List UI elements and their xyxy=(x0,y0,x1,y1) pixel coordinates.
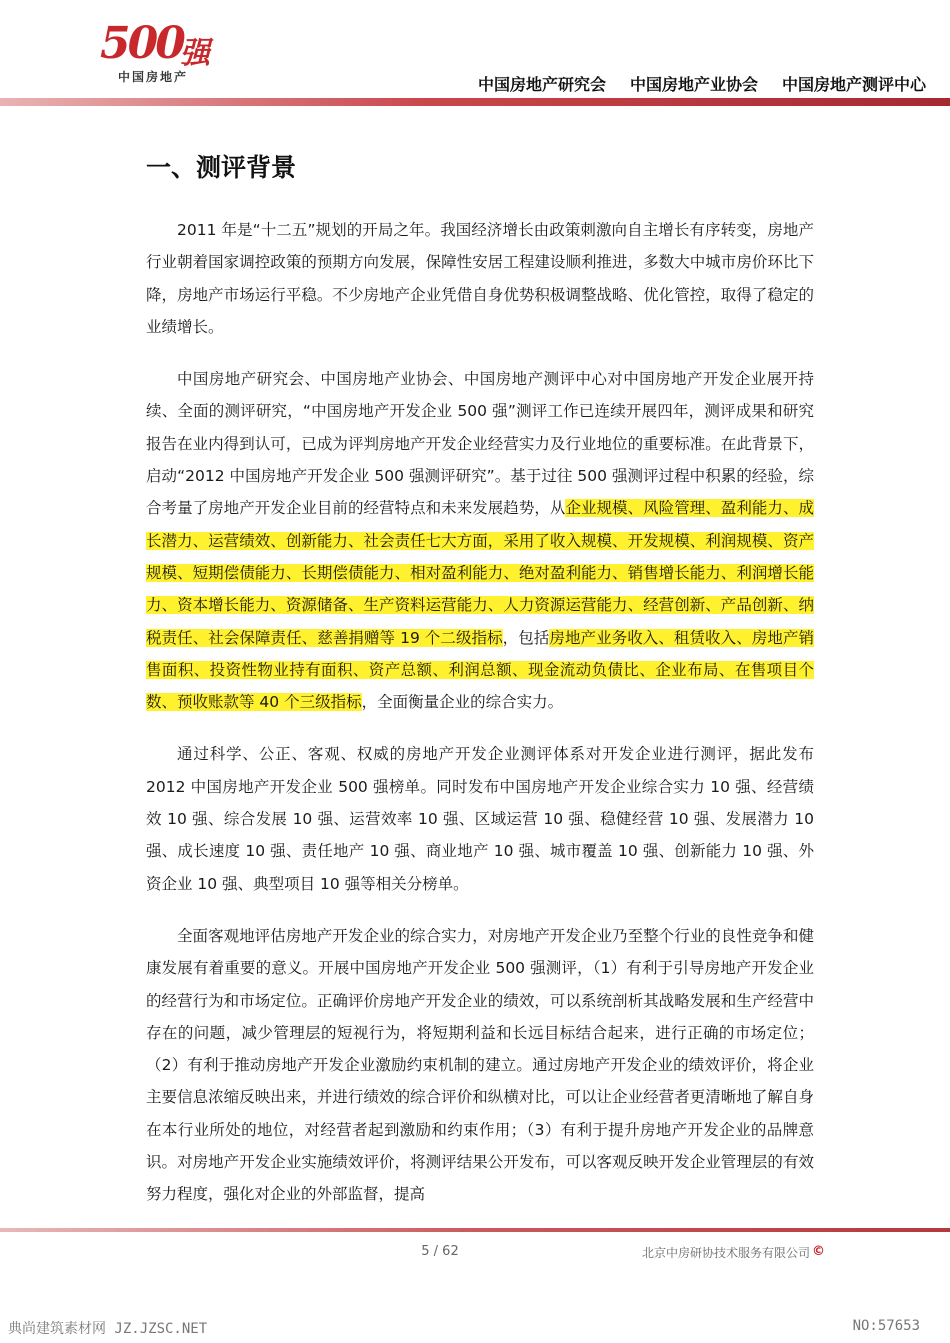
paragraph-2-end: ，全面衡量企业的综合实力。 xyxy=(361,693,564,712)
logo-qiang: 强 xyxy=(180,36,210,71)
body-content xyxy=(146,214,814,1231)
paragraph-2 xyxy=(146,363,814,718)
logo-number: 500 xyxy=(100,18,183,69)
org-research-society: 中国房地产研究会 xyxy=(477,75,606,94)
org-list xyxy=(478,72,926,95)
section-title: 一、测评背景 xyxy=(146,153,297,182)
company-name: 北京中房研协技术服务有限公司 xyxy=(641,1246,810,1260)
highlight-dimensions: 企业规模、风险管理、盈利能力、成长潜力、运营绩效、创新能力、社会责任七大方面，采用了收入规模、开发规模、利润规模、资产规模、短期偿债能力、长期偿债能力、相对盈利能力、绝对盈利能力、销售增长能力、利润增长能力、资本增长能力、资源储备、生产资料运营能力、人力资源运营能力、经营创新、产品创新、纳税责任、社会保障责任、慈善捐赠等 19 个二级指标 xyxy=(146,499,814,647)
header-rule xyxy=(0,98,950,106)
paragraph-3: 通过科学、公正、客观、权威的房地产开发企业测评体系对开发企业进行测评，据此发布 2012 中国房地产开发企业 500 强榜单。同时发布中国房地产开发企业综合实力 10 强、经营绩效 10 强、综合发展 10 强、运营效率 10 强、区域运营 10 强、稳健经营 10 强、发展潜力 10 强、成长速度 10 强、责任地产 10 强、商业地产 10 强、城市覆盖 10 强、创新能力 10 强、外资企业 10 强、典型项目 10 强等相关分榜单。 xyxy=(146,745,814,893)
copyright-icon: © xyxy=(812,1244,825,1259)
page-number: 5 / 62 xyxy=(421,1244,459,1259)
org-industry-association: 中国房地产业协会 xyxy=(629,75,758,94)
watermark-site: 典尚建筑素材网 JZ.JZSC.NET xyxy=(8,1321,208,1337)
footer-rule xyxy=(0,1228,950,1232)
paragraph-4: 全面客观地评估房地产开发企业的综合实力，对房地产开发企业乃至整个行业的良性竞争和健康发展有着重要的意义。开展中国房地产开发企业 500 强测评，（1）有利于引导房地产开发企业的经营行为和市场定位。正确评价房地产开发企业的绩效，可以系统剖析其战略发展和生产经营中存在的问题，减少管理层的短视行为，将短期利益和长远目标结合起来，进行正确的市场定位；（2）有利于推动房地产开发企业激励约束机制的建立。通过房地产开发企业的绩效评价，将企业主要信息浓缩反映出来，并进行绩效的综合评价和纵横对比，可以让企业经营者更清晰地了解自身在本行业所处的地位，对经营者起到激励和约束作用；（3）有利于提升房地产开发企业的品牌意识。对房地产开发企业实施绩效评价，将测评结果公开发布，可以客观反映开发企业管理层的有效努力程度，强化对企业的外部监督，提高 xyxy=(146,926,814,1204)
page-header xyxy=(0,0,950,108)
org-evaluation-center: 中国房地产测评中心 xyxy=(781,75,926,94)
paragraph-1: 2011 年是“十二五”规划的开局之年。我国经济增长由政策刺激向自主增长有序转变，房地产行业朝着国家调控政策的预期方向发展，保障性安居工程建设顺利推进，多数大中城市房价环比下降，房地产市场运行平稳。不少房地产企业凭借自身优势积极调整战略、优化管控，取得了稳定的业绩增长。 xyxy=(146,221,814,336)
highlight-third-level-indicators: 房地产业务收入、租赁收入、房地产销售面积、投资性物业持有面积、资产总额、利润总额、现金流动负债比、企业布局、在售项目个数、预收账款等 40 个三级指标 xyxy=(146,628,814,712)
paragraph-2-middle: ，包括 xyxy=(502,628,550,647)
logo-subtitle: 中国房地产 xyxy=(118,70,189,84)
watermark-number: NO:57653 xyxy=(852,1318,920,1334)
logo-500-strong xyxy=(96,18,236,86)
paragraph-2-intro: 中国房地产研究会、中国房地产业协会、中国房地产测评中心对中国房地产开发企业展开持续、全面的测评研究，“中国房地产开发企业 500 强”测评工作已连续开展四年，测评成果和研究报告在业内得到认可，已成为评判房地产开发企业经营实力及行业地位的重要标准。在此背景下，启动“2012 中国房地产开发企业 500 强测评研究”。基于过往 500 强测评过程中积累的经验，综合考量了房地产开发企业目前的经营特点和未来发展趋势，从 xyxy=(146,370,814,518)
